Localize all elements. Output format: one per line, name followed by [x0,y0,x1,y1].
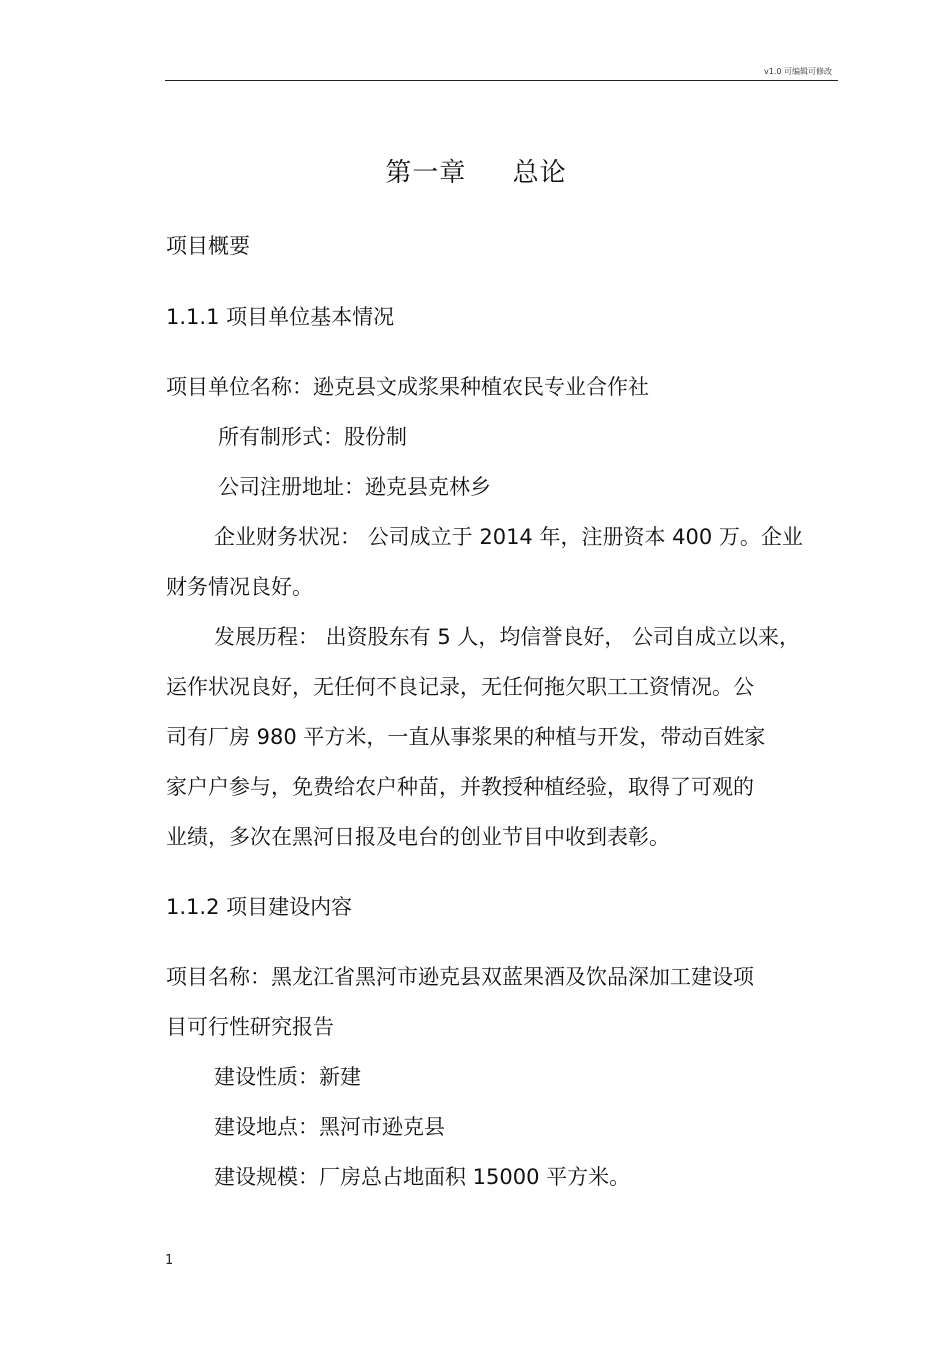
unit-name-line: 项目单位名称：逊克县文成浆果种植农民专业合作社 [166,375,649,399]
history-line-5: 业绩，多次在黑河日报及电台的创业节目中收到表彰。 [166,825,670,849]
section-overview: 项目概要 [166,234,250,258]
history-line-3: 司有厂房 980 平方米，一直从事浆果的种植与开发，带动百姓家 [166,725,766,749]
location-line: 建设地点：黑河市逊克县 [214,1115,445,1139]
ownership-line: 所有制形式：股份制 [218,425,407,449]
history-line-4: 家户户参与，免费给农户种苗，并教授种植经验，取得了可观的 [166,775,754,799]
project-name-line-1: 项目名称：黑龙江省黑河市逊克县双蓝果酒及饮品深加工建设项 [166,965,754,989]
nature-line: 建设性质：新建 [214,1065,361,1089]
header-rule [165,80,838,81]
history-line-2: 运作状况良好，无任何不良记录，无任何拖欠职工工资情况。公 [166,675,754,699]
scale-line: 建设规模：厂房总占地面积 15000 平方米。 [214,1165,631,1189]
page-number: 1 [165,1253,174,1268]
address-line: 公司注册地址：逊克县克林乡 [218,475,491,499]
finance-line-2: 财务情况良好。 [166,575,313,599]
header-version-note: v1.0 可编辑可修改 [764,67,832,76]
project-name-line-2: 目可行性研究报告 [166,1015,334,1039]
chapter-title: 第一章 总论 [385,158,567,188]
section-1-1-2-heading: 1.1.2 项目建设内容 [166,895,353,919]
finance-line-1: 企业财务状况： 公司成立于 2014 年，注册资本 400 万。企业 [214,525,803,549]
history-line-1: 发展历程： 出资股东有 5 人，均信誉良好， 公司自成立以来， [214,625,801,649]
section-1-1-1-heading: 1.1.1 项目单位基本情况 [166,305,395,329]
